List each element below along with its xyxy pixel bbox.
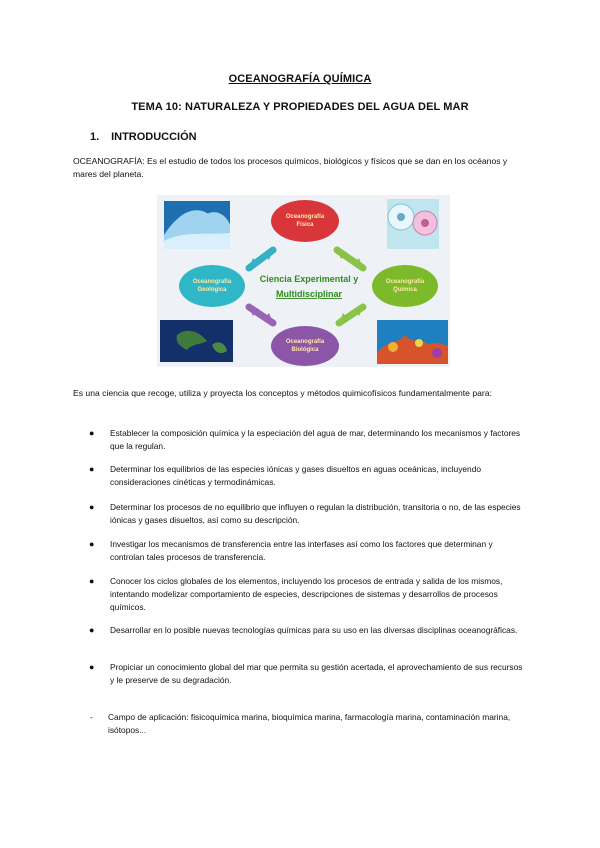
list-item xyxy=(73,501,523,527)
list-item-text: Determinar los equilibrios de las especies iónicas y gases disueltos en aguas oceánicas, incluyendo consideraciones cinéticas y termodinámicas. xyxy=(110,464,482,487)
dash-bullet: - xyxy=(90,712,93,722)
lead-paragraph: Es una ciencia que recoge, utiliza y proyecta los conceptos y métodos quimicofísicos fundamentalmente para: xyxy=(73,388,492,398)
node-quimica-line2: Química xyxy=(393,287,417,293)
coral-reef-image xyxy=(377,320,448,364)
list-item xyxy=(73,463,523,489)
list-item xyxy=(73,575,523,614)
list-item xyxy=(73,538,523,564)
application-field xyxy=(90,711,530,737)
node-quimica xyxy=(372,265,438,307)
node-biologica-line1: Oceanografía xyxy=(285,339,325,345)
list-item-text: Investigar los mecanismos de transferencia entre las interfases así como los factores que determinan y controlan tales procesos de transferencia. xyxy=(110,539,493,562)
list-item-text: Propiciar un conocimiento global del mar que permita su gestión acertada, el aprovechamiento de sus recursos y le preserve de su degradación. xyxy=(110,662,523,685)
node-fisica-line1: Oceanografía xyxy=(285,214,325,220)
bullet-icon: ● xyxy=(89,625,95,635)
bullet-icon: ● xyxy=(89,576,95,586)
section-heading xyxy=(90,131,197,143)
node-geologica-line2: Geológica xyxy=(197,287,227,293)
list-item xyxy=(73,427,523,453)
document-subtitle: TEMA 10: NATURALEZA Y PROPIEDADES DEL AGUA DEL MAR xyxy=(131,101,469,113)
node-geologica xyxy=(179,265,245,307)
molecules-image xyxy=(387,199,439,249)
map-image xyxy=(160,320,233,362)
node-fisica xyxy=(271,200,339,242)
section-title: INTRODUCCIÓN xyxy=(111,131,197,143)
bullet-icon: ● xyxy=(89,662,95,672)
list-item-text: Desarrollar en lo posible nuevas tecnologías químicas para su uso en las diversas disciplinas oceanográficas. xyxy=(110,625,518,635)
list-item xyxy=(73,624,523,637)
node-biologica-line2: Biológica xyxy=(291,347,319,353)
application-text: Campo de aplicación: fisicoquímica marina, bioquímica marina, farmacología marina, contaminación marina, isótopos... xyxy=(108,712,511,735)
list-item-text: Conocer los ciclos globales de los elementos, incluyendo los procesos de entrada y salida de los mismos, intentando modelizar comportamiento de especies, descripciones de sistemas y desarrollos de procesos químicos. xyxy=(110,576,503,612)
list-item-text: Determinar los procesos de no equilibrio que influyen o regulan la distribución, transitoria o no, de las especies iónicas y gases disueltos, así como su descripción. xyxy=(110,502,521,525)
diagram-center-line1: Ciencia Experimental y xyxy=(259,274,359,284)
bullet-icon: ● xyxy=(89,539,95,549)
diagram-center-line2: Multidisciplinar xyxy=(275,289,343,299)
bullet-icon: ● xyxy=(89,502,95,512)
intro-paragraph: OCEANOGRAFÍA: Es el estudio de todos los procesos químicos, biológicos y físicos que se dan en los océanos y mares del planeta. xyxy=(73,156,508,179)
node-quimica-line1: Oceanografía xyxy=(385,279,425,285)
node-biologica xyxy=(271,326,339,366)
document-title: OCEANOGRAFÍA QUÍMICA xyxy=(228,73,372,85)
list-item-text: Establecer la composición química y la especiación del agua de mar, determinando los mecanismos y factores que la regulan. xyxy=(110,428,521,451)
node-geologica-line1: Oceanografía xyxy=(192,279,232,285)
list-item xyxy=(73,661,523,687)
oceanography-diagram xyxy=(157,195,450,367)
node-fisica-line2: Física xyxy=(296,222,314,228)
bullet-icon: ● xyxy=(89,428,95,438)
wave-image xyxy=(164,201,230,249)
bullet-icon: ● xyxy=(89,464,95,474)
section-number: 1. xyxy=(90,131,100,143)
